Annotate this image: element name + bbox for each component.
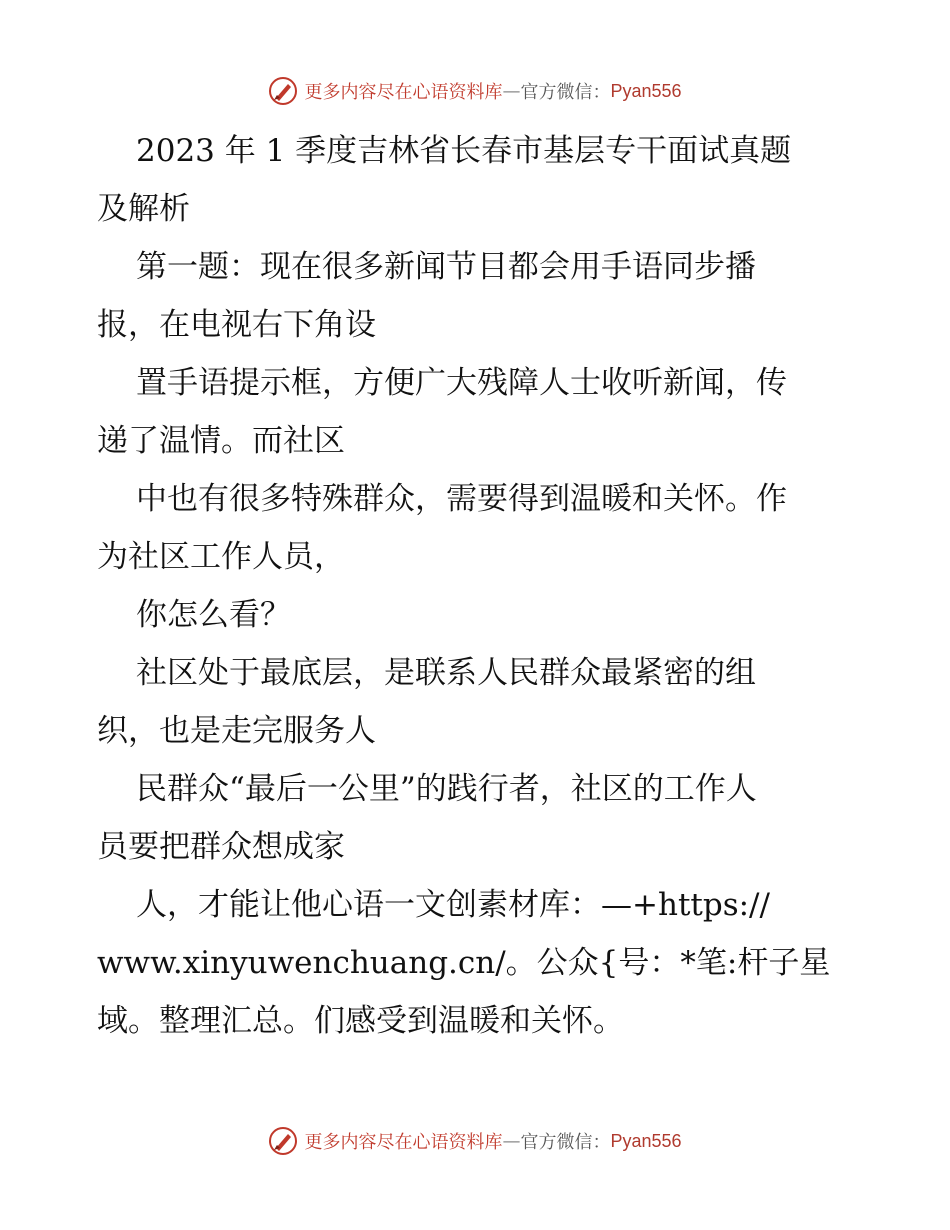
document-title-line-1: 2023 年 1 季度吉林省长春市基层专干面试真题 — [136, 133, 792, 169]
paragraph-line: 递了温情。而社区 — [97, 423, 345, 459]
paragraph-line: 员要把群众想成家 — [97, 829, 345, 865]
banner-dash: — — [502, 80, 521, 102]
document-body — [97, 122, 857, 1050]
paragraph-line: 置手语提示框，方便广大残障人士收听新闻，传 — [136, 365, 787, 401]
paragraph-line: 社区处于最底层，是联系人民群众最紧密的组 — [136, 655, 756, 691]
document-title-line-2: 及解析 — [97, 191, 190, 227]
paragraph-line: 人，才能让他心语一文创素材库：—+https:// — [136, 887, 770, 923]
paragraph-line: www.xinyuwenchuang.cn/。公众{号：*笔:杆子星 — [97, 945, 831, 981]
paragraph-line: 你怎么看？ — [136, 597, 291, 633]
paragraph-line: 第一题：现在很多新闻节目都会用手语同步播 — [136, 249, 756, 285]
paragraph-line: 报，在电视右下角设 — [97, 307, 376, 343]
banner-site-text: 更多内容尽在心语资料库 — [304, 82, 503, 103]
paragraph-line: 域。整理汇总。们感受到温暖和关怀。 — [97, 1003, 624, 1039]
paragraph-line: 中也有很多特殊群众，需要得到温暖和关怀。作 — [136, 481, 787, 517]
paragraph-line: 为社区工作人员， — [97, 539, 345, 575]
banner-dash: — — [502, 1130, 521, 1152]
paragraph-line: 织，也是走完服务人 — [97, 713, 376, 749]
banner-wechat-id: Pyan556 — [610, 1130, 682, 1151]
pen-logo-icon — [268, 1126, 298, 1156]
footer-banner — [0, 1126, 950, 1156]
banner-site-text: 更多内容尽在心语资料库 — [304, 1132, 503, 1153]
pen-logo-icon — [268, 76, 298, 106]
header-banner — [0, 76, 950, 106]
paragraph-line: 民群众“最后一公里”的践行者，社区的工作人 — [136, 771, 757, 807]
banner-wechat-id: Pyan556 — [610, 80, 682, 101]
banner-wechat-label: 官方微信： — [520, 82, 611, 103]
banner-wechat-label: 官方微信： — [520, 1132, 611, 1153]
